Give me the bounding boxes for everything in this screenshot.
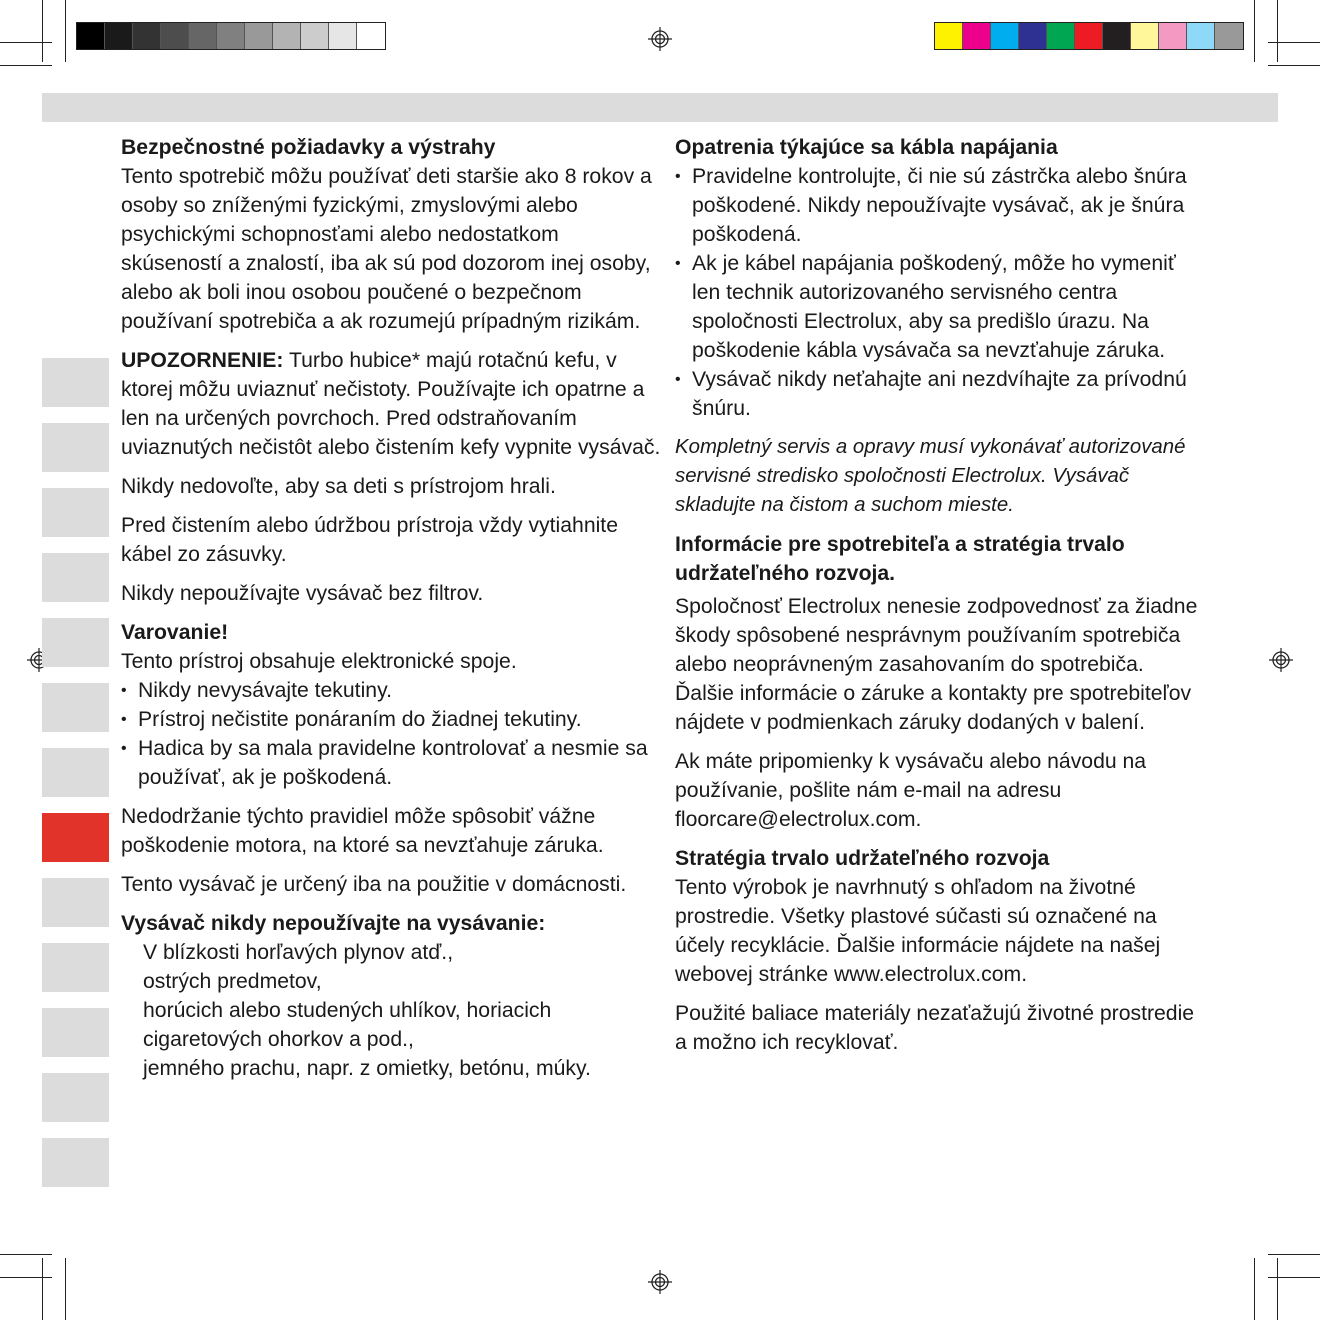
calibration-swatch xyxy=(77,23,105,49)
info-heading: Informácie pre spotrebiteľa a stratégia trvalo udržateľného rozvoja. xyxy=(675,533,1125,585)
language-tab xyxy=(42,683,109,732)
header-band xyxy=(42,93,1278,122)
calibration-swatch xyxy=(189,23,217,49)
list-item: ostrých predmetov, xyxy=(143,970,322,993)
registration-mark-icon xyxy=(1269,648,1293,672)
feedback-paragraph: Ak máte pripomienky k vysávaču alebo návodu na používanie, pošlite nám e-mail na adresu floorcare@electrolux.com. xyxy=(675,750,1147,831)
household-paragraph: Tento vysávač je určený iba na použitie v domácnosti. xyxy=(121,873,627,896)
color-calibration-strip xyxy=(934,22,1244,50)
varovanie-list xyxy=(121,676,661,792)
calibration-swatch xyxy=(105,23,133,49)
calibration-swatch xyxy=(1019,23,1047,49)
safety-paragraph: Tento spotrebič môžu používať deti staršie ako 8 rokov a osoby so zníženými fyzickými, zmyslovými alebo psychickými schopnosťami alebo nedostatkom skúseností a znalostí, iba ak sú pod dozorom inej osoby, alebo ak boli inou osobou poučené o bezpečnom používaní spotrebiča a ak rozumejú prípadným rizikám. xyxy=(121,165,652,333)
list-item: • Pravidelne kontrolujte, či nie sú zástrčka alebo šnúra poškodené. Nikdy nepoužívajte vysávač, ak je šnúra poškodená. xyxy=(675,162,1200,249)
varovanie-heading: Varovanie! xyxy=(121,621,229,644)
calibration-swatch xyxy=(357,23,385,49)
calibration-swatch xyxy=(1103,23,1131,49)
calibration-swatch xyxy=(1131,23,1159,49)
calibration-swatch xyxy=(1159,23,1187,49)
warning-label: UPOZORNENIE: xyxy=(121,349,284,372)
cable-heading: Opatrenia týkajúce sa kábla napájania xyxy=(675,136,1058,159)
warning-paragraph xyxy=(121,346,661,462)
language-tab xyxy=(42,618,109,667)
filters-paragraph: Nikdy nepoužívajte vysávač bez filtrov. xyxy=(121,582,484,605)
varovanie-intro: Tento prístroj obsahuje elektronické spoje. xyxy=(121,650,517,673)
list-item: • Vysávač nikdy neťahajte ani nezdvíhajte za prívodnú šnúru. xyxy=(675,365,1200,423)
service-note: Kompletný servis a opravy musí vykonávať autorizované servisné stredisko spoločnosti Electrolux. Vysávač skladujte na čistom a suchom mieste. xyxy=(675,436,1186,516)
language-tab xyxy=(42,488,109,537)
language-tab xyxy=(42,878,109,927)
registration-mark-icon xyxy=(648,27,672,51)
calibration-swatch xyxy=(217,23,245,49)
calibration-swatch xyxy=(133,23,161,49)
calibration-swatch xyxy=(245,23,273,49)
list-item: horúcich alebo studených uhlíkov, horiacich cigaretových ohorkov a pod., xyxy=(143,999,552,1051)
gray-calibration-strip xyxy=(76,22,386,50)
language-tab xyxy=(42,358,109,407)
packaging-paragraph: Použité baliace materiály nezaťažujú životné prostredie a možno ich recyklovať. xyxy=(675,1002,1195,1054)
calibration-swatch xyxy=(1047,23,1075,49)
never-heading: Vysávač nikdy nepoužívajte na vysávanie: xyxy=(121,912,546,935)
calibration-swatch xyxy=(273,23,301,49)
calibration-swatch xyxy=(161,23,189,49)
list-item: • Prístroj nečistite ponáraním do žiadnej tekutiny. xyxy=(121,705,661,734)
language-tab xyxy=(42,1138,109,1187)
calibration-swatch xyxy=(935,23,963,49)
language-tab xyxy=(42,553,109,602)
calibration-swatch xyxy=(963,23,991,49)
language-tab xyxy=(42,423,109,472)
calibration-swatch xyxy=(329,23,357,49)
unplug-paragraph: Pred čistením alebo údržbou prístroja vždy vytiahnite kábel zo zásuvky. xyxy=(121,514,618,566)
cable-list xyxy=(675,162,1200,423)
safety-heading: Bezpečnostné požiadavky a výstrahy xyxy=(121,136,496,159)
calibration-swatch xyxy=(1187,23,1215,49)
warning-text: Turbo hubice* majú rotačnú kefu, v ktorej môžu uviaznuť nečistoty. Používajte ich opatrne a len na určených povrchoch. Pred odstraňovaním uviaznutých nečistôt alebo čistením kefy vypnite vysávač. xyxy=(121,349,661,459)
language-tab-active xyxy=(42,813,109,862)
calibration-swatch xyxy=(301,23,329,49)
right-column xyxy=(675,133,1200,1067)
language-tab xyxy=(42,1073,109,1122)
language-tab xyxy=(42,943,109,992)
language-tab xyxy=(42,1008,109,1057)
children-paragraph: Nikdy nedovoľte, aby sa deti s prístrojom hrali. xyxy=(121,475,556,498)
language-tab xyxy=(42,748,109,797)
list-item: • Ak je kábel napájania poškodený, môže ho vymeniť len technik autorizovaného servisného centra spoločnosti Electrolux, aby sa predišlo úrazu. Na poškodenie kábla vysávača sa nevzťahuje záruka. xyxy=(675,249,1200,365)
registration-mark-icon xyxy=(648,1270,672,1294)
language-tab-strip xyxy=(42,358,109,1203)
calibration-swatch xyxy=(991,23,1019,49)
left-column xyxy=(121,133,661,1083)
calibration-swatch xyxy=(1075,23,1103,49)
strategy-heading: Stratégia trvalo udržateľného rozvoja xyxy=(675,847,1050,870)
list-item: jemného prachu, napr. z omietky, betónu, múky. xyxy=(143,1057,591,1080)
list-item: • Nikdy nevysávajte tekutiny. xyxy=(121,676,661,705)
strategy-paragraph: Tento výrobok je navrhnutý s ohľadom na životné prostredie. Všetky plastové súčasti sú označené na účely recyklácie. Ďalšie informácie nájdete na našej webovej stránke www.electrolux.com. xyxy=(675,876,1161,986)
info-paragraph: Spoločnosť Electrolux nenesie zodpovednosť za žiadne škody spôsobené nesprávnym používaním spotrebiča alebo neoprávneným zasahovaním do spotrebiča. Ďalšie informácie o záruke a kontakty pre spotrebiteľov nájdete v podmienkach záruky dodaných v balení. xyxy=(675,595,1198,734)
damage-paragraph: Nedodržanie týchto pravidiel môže spôsobiť vážne poškodenie motora, na ktoré sa nevzťahuje záruka. xyxy=(121,805,604,857)
list-item: V blízkosti horľavých plynov atď., xyxy=(143,941,454,964)
calibration-swatch xyxy=(1215,23,1243,49)
list-item: • Hadica by sa mala pravidelne kontrolovať a nesmie sa používať, ak je poškodená. xyxy=(121,734,661,792)
